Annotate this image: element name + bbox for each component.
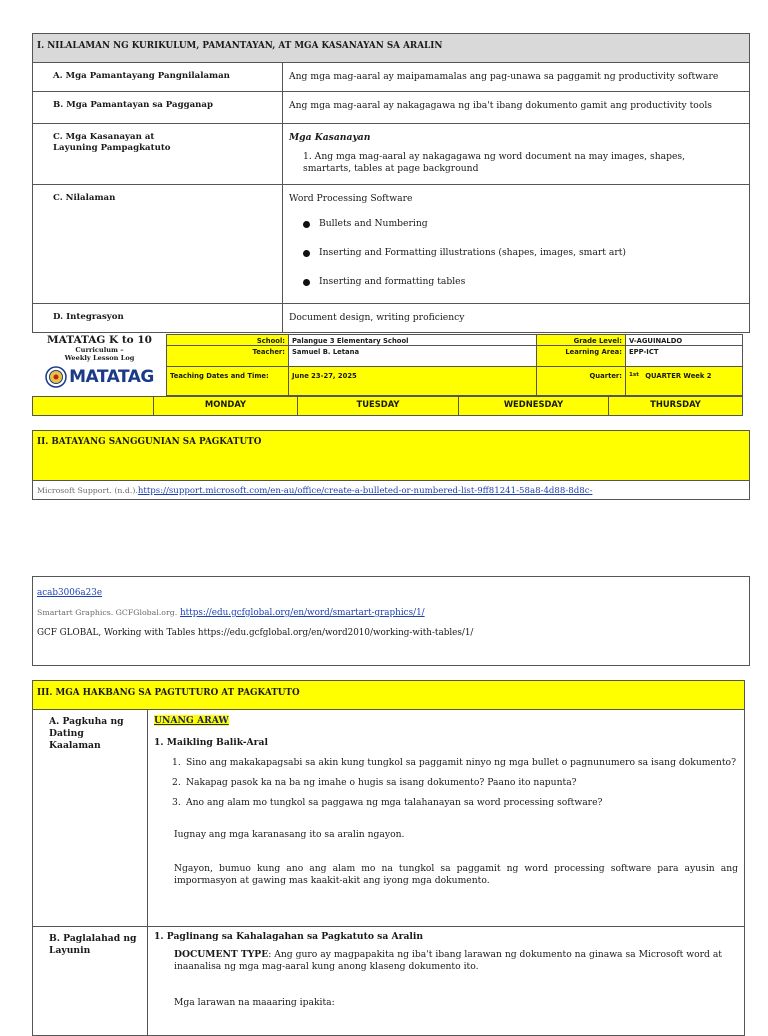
day-heading: UNANG ARAW <box>154 715 229 726</box>
row-b-label: B. Paglalahad ng Layunin <box>33 927 148 1035</box>
question-item: 3. Ano ang alam mo tungkol sa paggawa ng mga talahanayan sa word processing software? <box>172 797 603 808</box>
paragraph-images: Mga larawan na maaaring ipakita: <box>174 997 335 1008</box>
logo-word: MATATAG <box>69 367 154 387</box>
doc-type-paragraph: DOCUMENT TYPE: Ang guro ay magpapakita ng iba't ibang larawan ng dokumento na ginawa sa Microsoft word at inaanalisa ng mga mag-aaral kung anong klaseng dokumento ito. <box>174 949 722 972</box>
row-value: Ang mga mag-aaral ay maipamamalas ang pag-unawa sa paggamit ng productivity software <box>289 71 719 82</box>
area-value: EPP-ICT <box>625 345 743 367</box>
question-item: 2. Nakapag pasok ka na ba ng imahe o hugis sa isang dokumento? Paano ito napunta? <box>172 777 577 788</box>
ref1-prefix: Microsoft Support. (n.d.). <box>37 486 138 495</box>
bullet-item: Inserting and formatting tables <box>303 276 743 288</box>
content-heading: Word Processing Software <box>289 193 413 204</box>
section2-ref-row <box>32 480 750 500</box>
ref3-text: GCF GLOBAL, Working with Tables https://edu.gcfglobal.org/en/word2010/working-with-tables/1/ <box>37 628 474 638</box>
section1-title: I. NILALAMAN NG KURIKULUM, PAMANTAYAN, AT MGA KASANAYAN SA ARALIN <box>37 41 443 51</box>
day-tuesday: TUESDAY <box>297 396 459 416</box>
row-value: Ang mga mag-aaral ay nakagagawa ng iba't ibang dokumento gamit ang productivity tools <box>289 100 713 111</box>
row-label: A. Mga Pamantayang Pangnilalaman <box>33 63 283 91</box>
section3-title: III. MGA HAKBANG SA PAGTUTURO AT PAGKATUTO <box>37 688 300 698</box>
skills-item: 1. Ang mga mag-aaral ay nakagagawa ng word document na may images, shapes, smartarts, tables at page background <box>303 151 686 174</box>
grade-value: V-AGUINALDO <box>625 334 743 346</box>
section3-row-b <box>32 926 745 1036</box>
row-label: C. Mga Kasanayan at Layuning Pampagkatuto <box>33 124 283 184</box>
day-monday: MONDAY <box>153 396 298 416</box>
section1-row-d <box>32 303 750 333</box>
brand-sub2: Weekly Lesson Log <box>64 354 135 362</box>
section1-row-a <box>32 62 750 92</box>
day-blank <box>32 396 154 416</box>
paragraph-build: Ngayon, bumuo kung ano ang alam mo na tungkol sa paggamit ng word processing software para ayusin ang impormasyon at gawing mas kaakit-akit ang iyong mga dokumento. <box>174 863 738 886</box>
school-value: Palangue 3 Elementary School <box>288 334 537 346</box>
teacher-label: Teacher: <box>166 345 289 367</box>
bullet-icon <box>303 221 310 228</box>
brand-block <box>32 334 167 396</box>
ref1-link[interactable]: https://support.microsoft.com/en-au/office/create-a-bulleted-or-numbered-list-9ff81241-58a8-4d88-8d8c- <box>137 486 593 496</box>
section2-title: II. BATAYANG SANGGUNIAN SA PAGKATUTO <box>37 437 262 447</box>
skills-heading: Mga Kasanayan <box>289 132 371 143</box>
row-value <box>283 185 749 303</box>
quarter-label: Quarter: <box>536 366 626 396</box>
section3-row-a <box>32 709 745 927</box>
teacher-value: Samuel B. Letana <box>288 345 537 367</box>
row-label: B. Mga Pamantayan sa Pagganap <box>33 92 283 123</box>
day-thursday: THURSDAY <box>608 396 743 416</box>
area-label: Learning Area: <box>536 345 626 367</box>
row-label: C. Nilalaman <box>33 185 283 303</box>
dates-value: June 23-27, 2025 <box>288 366 537 396</box>
deped-seal-icon <box>45 366 67 388</box>
brand-title: MATATAG K to 10 <box>47 334 152 346</box>
section1-row-b <box>32 91 750 124</box>
section2-header <box>32 430 750 481</box>
section2-continued <box>32 576 750 666</box>
row-a-content <box>154 715 738 887</box>
school-label: School: <box>166 334 289 346</box>
quarter-value: $^{1st}$ QUARTER Week 2 <box>625 366 743 396</box>
bullet-item: Bullets and Numbering <box>303 218 743 230</box>
row-b-content <box>154 931 738 1009</box>
paragraph-connect: Iugnay ang mga karanasang ito sa aralin ngayon. <box>174 829 405 840</box>
ref1-link-continued[interactable]: acab3006a23e <box>37 588 103 598</box>
question-list <box>154 757 738 809</box>
question-item: 1. Sino ang makakapagsabi sa akin kung tungkol sa paggamit ninyo ng mga bullet o pagnunumero sa isang dokumento? <box>172 757 737 768</box>
row-value <box>283 124 749 184</box>
section1-header <box>32 33 750 63</box>
bullet-icon <box>303 279 310 286</box>
sub-heading-importance: 1. Paglinang sa Kahalagahan sa Pagkatuto sa Aralin <box>154 931 424 942</box>
row-label: D. Integrasyon <box>33 304 283 332</box>
section1-row-content <box>32 184 750 304</box>
section3-header <box>32 680 745 710</box>
bullet-item: Inserting and Formatting illustrations (shapes, images, smart art) <box>303 247 743 259</box>
dates-label: Teaching Dates and Time: <box>166 366 289 396</box>
row-a-label: A. Pagkuha ng Dating Kaalaman <box>33 710 148 926</box>
bullet-icon <box>303 250 310 257</box>
section1-row-c <box>32 123 750 185</box>
grade-label: Grade Level: <box>536 334 626 346</box>
matatag-logo <box>32 366 167 388</box>
row-value: Document design, writing proficiency <box>289 312 465 323</box>
sub-heading-review: 1. Maikling Balik-Aral <box>154 737 268 748</box>
day-wednesday: WEDNESDAY <box>458 396 609 416</box>
ref2-prefix: Smartart Graphics. GCFGlobal.org. <box>37 608 178 617</box>
brand-sub1: Curriculum – <box>75 346 124 354</box>
ref2-link[interactable]: https://edu.gcfglobal.org/en/word/smartart-graphics/1/ <box>180 608 425 618</box>
